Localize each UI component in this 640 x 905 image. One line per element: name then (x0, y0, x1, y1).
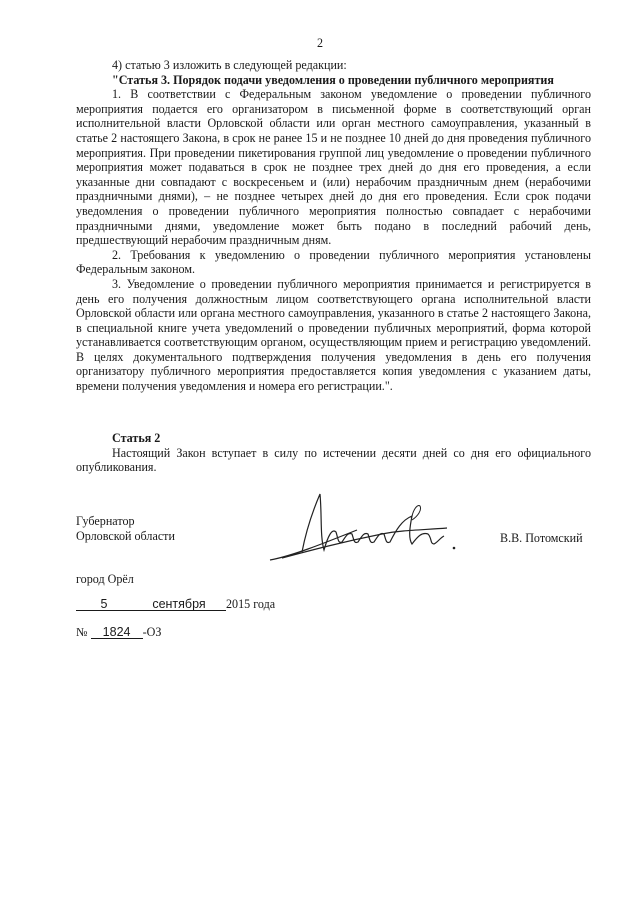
article-3-title: "Статья 3. Порядок подачи уведомления о проведении публичного мероприятия (112, 72, 554, 87)
number-suffix: -ОЗ (142, 625, 162, 639)
paragraph-item-1: 1. В соответствии с Федеральным законом уведомление о проведении публичного мероприятия подается его организатором в письменной форме в соответствующий орган исполнительной власти Орловской области или орган местного самоуправления, указанный в статье 2 настоящего Закона, в срок не ранее 15 и не позднее 10 дней до дня проведения публичного мероприятия. При проведении пикетирования группой лиц уведомление о проведении публичного мероприятия может подаваться в срок не позднее трех дней до дня его проведения, а если указанные дни совпадают с воскресеньем и (или) нерабочим праздничным днем (нерабочими праздничными днями), – не позднее четырех дней до дня его проведения. Если срок подачи уведомления о проведении публичного мероприятия полностью совпадает с нерабочими праздничными днями, уведомление может быть подано в последний рабочий день, предшествующий нерабочим праздничным дням. (76, 87, 591, 248)
paragraph-intro: 4) статью 3 изложить в следующей редакции: (112, 58, 347, 72)
date-day: 5 (76, 598, 132, 611)
paragraph-item-3: 3. Уведомление о проведении публичного мероприятия принимается и регистрируется в день его получения должностным лицом соответствующего органа исполнительной власти Орловской области или органа местного самоуправления, указанного в статье 2 настоящего Закона, в специальной книге учета уведомлений о проведении публичных мероприятий, форма которой устанавливается соответствующим органом, осуществляющим прием и регистрацию уведомлений. В целях документального подтверждения получения уведомления в день его получения организатору публичного мероприятия предоставляется копия уведомления с указанием даты, времени получения уведомления и номера его регистрации.". (76, 276, 591, 394)
number-value: 1824 (91, 626, 143, 639)
signatory-title-line1: Губернатор (76, 514, 135, 528)
signatory-title-line2: Орловской области (76, 528, 175, 543)
article-2-text: Настоящий Закон вступает в силу по истечении десяти дней со дня его официального опубликования. (76, 445, 591, 475)
law-date (76, 597, 275, 612)
law-number (76, 625, 161, 640)
handwritten-signature (262, 486, 462, 576)
amendment-text (76, 58, 591, 394)
signatory-title (76, 514, 175, 543)
date-year: 2015 года (226, 597, 276, 611)
date-month: сентября (132, 598, 226, 611)
signatory-name: В.В. Потомский (500, 531, 583, 545)
article-2-section (76, 431, 591, 475)
city: город Орёл (76, 572, 134, 586)
article-2-heading: Статья 2 (112, 431, 161, 445)
number-prefix: № (76, 625, 88, 639)
page-number: 2 (316, 36, 324, 50)
paragraph-item-2: 2. Требования к уведомлению о проведении публичного мероприятия установлены Федеральным законом. (76, 247, 591, 277)
